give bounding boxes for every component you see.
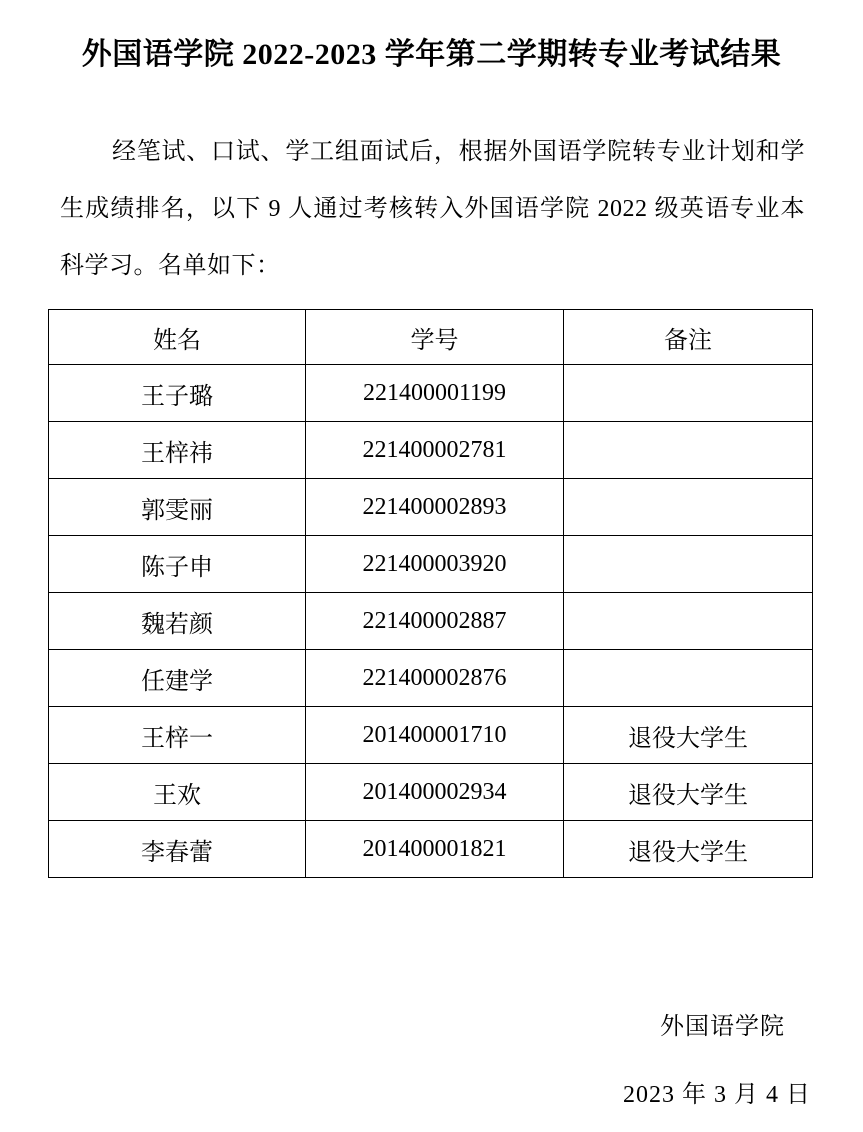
student-id-cell: 221400003920 bbox=[306, 536, 564, 593]
name-cell: 李春蕾 bbox=[49, 821, 306, 878]
table-row bbox=[49, 536, 813, 593]
remark-cell bbox=[564, 593, 813, 650]
student-id-cell: 221400002887 bbox=[306, 593, 564, 650]
student-id-cell: 221400002876 bbox=[306, 650, 564, 707]
table-row bbox=[49, 593, 813, 650]
column-header: 备注 bbox=[564, 310, 813, 365]
signature-block bbox=[0, 1006, 863, 1109]
remark-cell bbox=[564, 422, 813, 479]
name-cell: 王子璐 bbox=[49, 365, 306, 422]
name-cell: 王欢 bbox=[49, 764, 306, 821]
remark-cell: 退役大学生 bbox=[564, 764, 813, 821]
page-title: 外国语学院 2022-2023 学年第二学期转专业考试结果 bbox=[81, 38, 782, 71]
student-id-cell: 201400002934 bbox=[306, 764, 564, 821]
signature-org: 外国语学院 bbox=[660, 1014, 785, 1040]
student-id-cell: 201400001710 bbox=[306, 707, 564, 764]
remark-cell bbox=[564, 365, 813, 422]
student-id-cell: 221400002781 bbox=[306, 422, 564, 479]
signature-date: 2023 年 3 月 4 日 bbox=[623, 1082, 811, 1108]
results-table bbox=[48, 309, 813, 878]
remark-cell bbox=[564, 479, 813, 536]
name-cell: 陈子申 bbox=[49, 536, 306, 593]
name-cell: 王梓祎 bbox=[49, 422, 306, 479]
table-row bbox=[49, 479, 813, 536]
column-header: 姓名 bbox=[49, 310, 306, 365]
column-header: 学号 bbox=[306, 310, 564, 365]
name-cell: 王梓一 bbox=[49, 707, 306, 764]
table-row bbox=[49, 764, 813, 821]
table-row bbox=[49, 650, 813, 707]
student-id-cell: 201400001821 bbox=[306, 821, 564, 878]
table-row bbox=[49, 422, 813, 479]
student-id-cell: 221400001199 bbox=[306, 365, 564, 422]
table-row bbox=[49, 821, 813, 878]
table-body bbox=[49, 365, 813, 878]
table-header-row bbox=[49, 310, 813, 365]
name-cell: 任建学 bbox=[49, 650, 306, 707]
remark-cell bbox=[564, 650, 813, 707]
name-cell: 郭雯丽 bbox=[49, 479, 306, 536]
remark-cell: 退役大学生 bbox=[564, 707, 813, 764]
name-cell: 魏若颜 bbox=[49, 593, 306, 650]
student-id-cell: 221400002893 bbox=[306, 479, 564, 536]
remark-cell: 退役大学生 bbox=[564, 821, 813, 878]
table-row bbox=[49, 707, 813, 764]
intro-paragraph: 经笔试、口试、学工组面试后，根据外国语学院转专业计划和学生成绩排名，以下 9 人通过考核转入外国语学院 2022 级英语专业本科学习。名单如下： bbox=[60, 139, 805, 279]
remark-cell bbox=[564, 536, 813, 593]
table-row bbox=[49, 365, 813, 422]
